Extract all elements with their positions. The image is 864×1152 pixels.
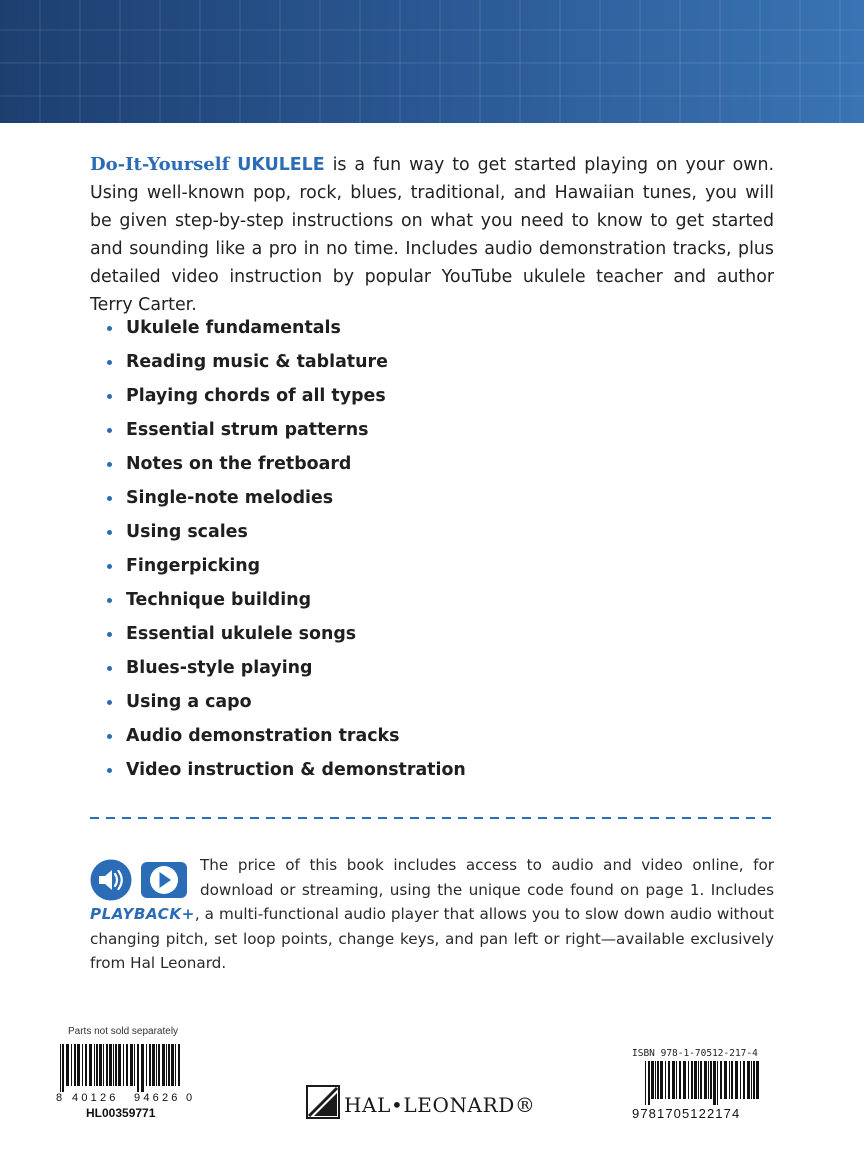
- feature-list: [104, 314, 466, 790]
- feature-item: Using a capo: [104, 688, 466, 722]
- barcode-bar: [123, 1044, 124, 1086]
- barcode-bar: [720, 1061, 722, 1099]
- barcode-bar: [89, 1044, 92, 1086]
- barcode-bar: [665, 1061, 666, 1099]
- barcode-bar: [694, 1061, 697, 1099]
- barcode-bar: [141, 1044, 144, 1092]
- barcode-bar: [751, 1061, 752, 1099]
- barcode-bar: [735, 1061, 738, 1099]
- upc-barcode: [56, 1044, 186, 1092]
- barcode-bar: [660, 1061, 663, 1099]
- barcode-bar: [645, 1061, 646, 1105]
- barcode-bar: [94, 1044, 95, 1086]
- barcode-bar: [115, 1044, 117, 1086]
- barcode-bar: [743, 1061, 745, 1099]
- barcode-bar: [171, 1044, 174, 1086]
- barcode-bar: [668, 1061, 670, 1099]
- playback-brand: PLAYBACK+: [90, 905, 195, 923]
- access-text-before: The price of this book includes access to audio and video online, for download or streaming, using the unique code found on page 1. Includes: [200, 856, 774, 899]
- barcode-bar: [700, 1061, 702, 1099]
- access-paragraph: [90, 853, 774, 976]
- barcode-bar: [106, 1044, 108, 1086]
- barcode-bar: [166, 1044, 167, 1086]
- barcode-bar: [676, 1061, 677, 1099]
- feature-item: Single-note melodies: [104, 484, 466, 518]
- barcode-bar: [60, 1044, 61, 1092]
- barcode-bar: [134, 1044, 135, 1086]
- barcode-bar: [99, 1044, 102, 1086]
- barcode-bar: [756, 1061, 759, 1099]
- barcode-bar: [74, 1044, 76, 1086]
- barcode-bar: [152, 1044, 155, 1086]
- barcode-bar: [130, 1044, 133, 1086]
- barcode-bar: [85, 1044, 87, 1086]
- feature-item: Video instruction & demonstration: [104, 756, 466, 790]
- feature-item: Using scales: [104, 518, 466, 552]
- feature-item: Ukulele fundamentals: [104, 314, 466, 348]
- feature-item: Essential ukulele songs: [104, 620, 466, 654]
- barcode-bar: [82, 1044, 83, 1086]
- barcode-bar: [113, 1044, 114, 1086]
- barcode-bar: [704, 1061, 707, 1099]
- barcode-bar: [178, 1044, 180, 1086]
- feature-item: Audio demonstration tracks: [104, 722, 466, 756]
- upc-digit-right: 94626: [134, 1092, 181, 1104]
- barcode-bar: [729, 1061, 730, 1099]
- feature-item: Essential strum patterns: [104, 416, 466, 450]
- feature-item: Playing chords of all types: [104, 382, 466, 416]
- barcode-bar: [731, 1061, 733, 1099]
- access-text-after: , a multi-functional audio player that allows you to slow down audio without changing pitch, set loop points, change keys, and pan left or right—available exclusively from Hal Leonard.: [90, 905, 774, 972]
- header-band: [0, 0, 864, 123]
- barcode-bar: [126, 1044, 128, 1086]
- barcode-bar: [96, 1044, 98, 1086]
- intro-text: is a fun way to get started playing on your own. Using well-known pop, rock, blues, traditional, and Hawaiian tunes, you will be given step-by-step instructions on what you need to know to get started and sounding like a pro in no time. Includes audio demonstration tracks, plus detailed video instruction by popular YouTube ukulele teacher and author Terry Carter.: [90, 155, 774, 315]
- barcode-bar: [648, 1061, 650, 1105]
- barcode-bar: [156, 1044, 157, 1086]
- feature-item: Notes on the fretboard: [104, 450, 466, 484]
- barcode-bar: [740, 1061, 741, 1099]
- brand-series-name: Do-It-Yourself: [90, 154, 230, 175]
- publisher-wordmark: HAL•LEONARD®: [344, 1093, 536, 1117]
- barcode-bar: [753, 1061, 755, 1099]
- barcode-bar: [717, 1061, 718, 1105]
- upc-digit-left: 40126: [72, 1092, 119, 1104]
- brand-instrument-name: UKULELE: [237, 155, 325, 175]
- barcode-bar: [62, 1044, 64, 1092]
- barcode-bar: [66, 1044, 69, 1086]
- publisher-logo: [306, 1085, 558, 1121]
- feature-item: Technique building: [104, 586, 466, 620]
- barcode-bar: [109, 1044, 112, 1086]
- barcode-bar: [683, 1061, 686, 1099]
- grid-pattern: [0, 0, 864, 123]
- barcode-bar: [672, 1061, 675, 1099]
- product-code: HL00359771: [86, 1106, 156, 1120]
- isbn-label: ISBN 978-1-70512-217-4: [632, 1048, 758, 1059]
- barcode-bar: [713, 1061, 716, 1105]
- barcode-bar: [747, 1061, 750, 1099]
- barcode-bar: [103, 1044, 104, 1086]
- barcode-bar: [651, 1061, 654, 1099]
- barcode-bar: [146, 1044, 147, 1086]
- barcode-bar: [657, 1061, 659, 1099]
- barcode-bar: [724, 1061, 727, 1099]
- intro-paragraph: [90, 151, 774, 319]
- barcode-bar: [688, 1061, 689, 1099]
- barcode-bar: [655, 1061, 656, 1099]
- dashed-divider: [90, 817, 774, 819]
- barcode-bar: [168, 1044, 170, 1086]
- feature-item: Fingerpicking: [104, 552, 466, 586]
- isbn-digits: 9781705122174: [632, 1106, 741, 1121]
- barcode-bar: [691, 1061, 693, 1099]
- upc-digit-check: 0: [186, 1092, 193, 1104]
- barcode-bar: [679, 1061, 681, 1099]
- parts-note: Parts not sold separately: [68, 1026, 179, 1037]
- feature-item: Reading music & tablature: [104, 348, 466, 382]
- barcode-bar: [77, 1044, 80, 1086]
- hal-leonard-mark-icon: [306, 1085, 340, 1119]
- barcode-bar: [118, 1044, 121, 1086]
- feature-item: Blues-style playing: [104, 654, 466, 688]
- isbn-barcode: [641, 1061, 765, 1105]
- barcode-bar: [698, 1061, 699, 1099]
- barcode-bar: [710, 1061, 712, 1099]
- upc-digit-system: 8: [56, 1092, 63, 1104]
- barcode-bar: [137, 1044, 139, 1092]
- barcode-bar: [149, 1044, 151, 1086]
- barcode-bar: [71, 1044, 72, 1086]
- barcode-bar: [175, 1044, 176, 1086]
- barcode-bar: [158, 1044, 160, 1086]
- barcode-bar: [162, 1044, 165, 1086]
- barcode-bar: [708, 1061, 709, 1099]
